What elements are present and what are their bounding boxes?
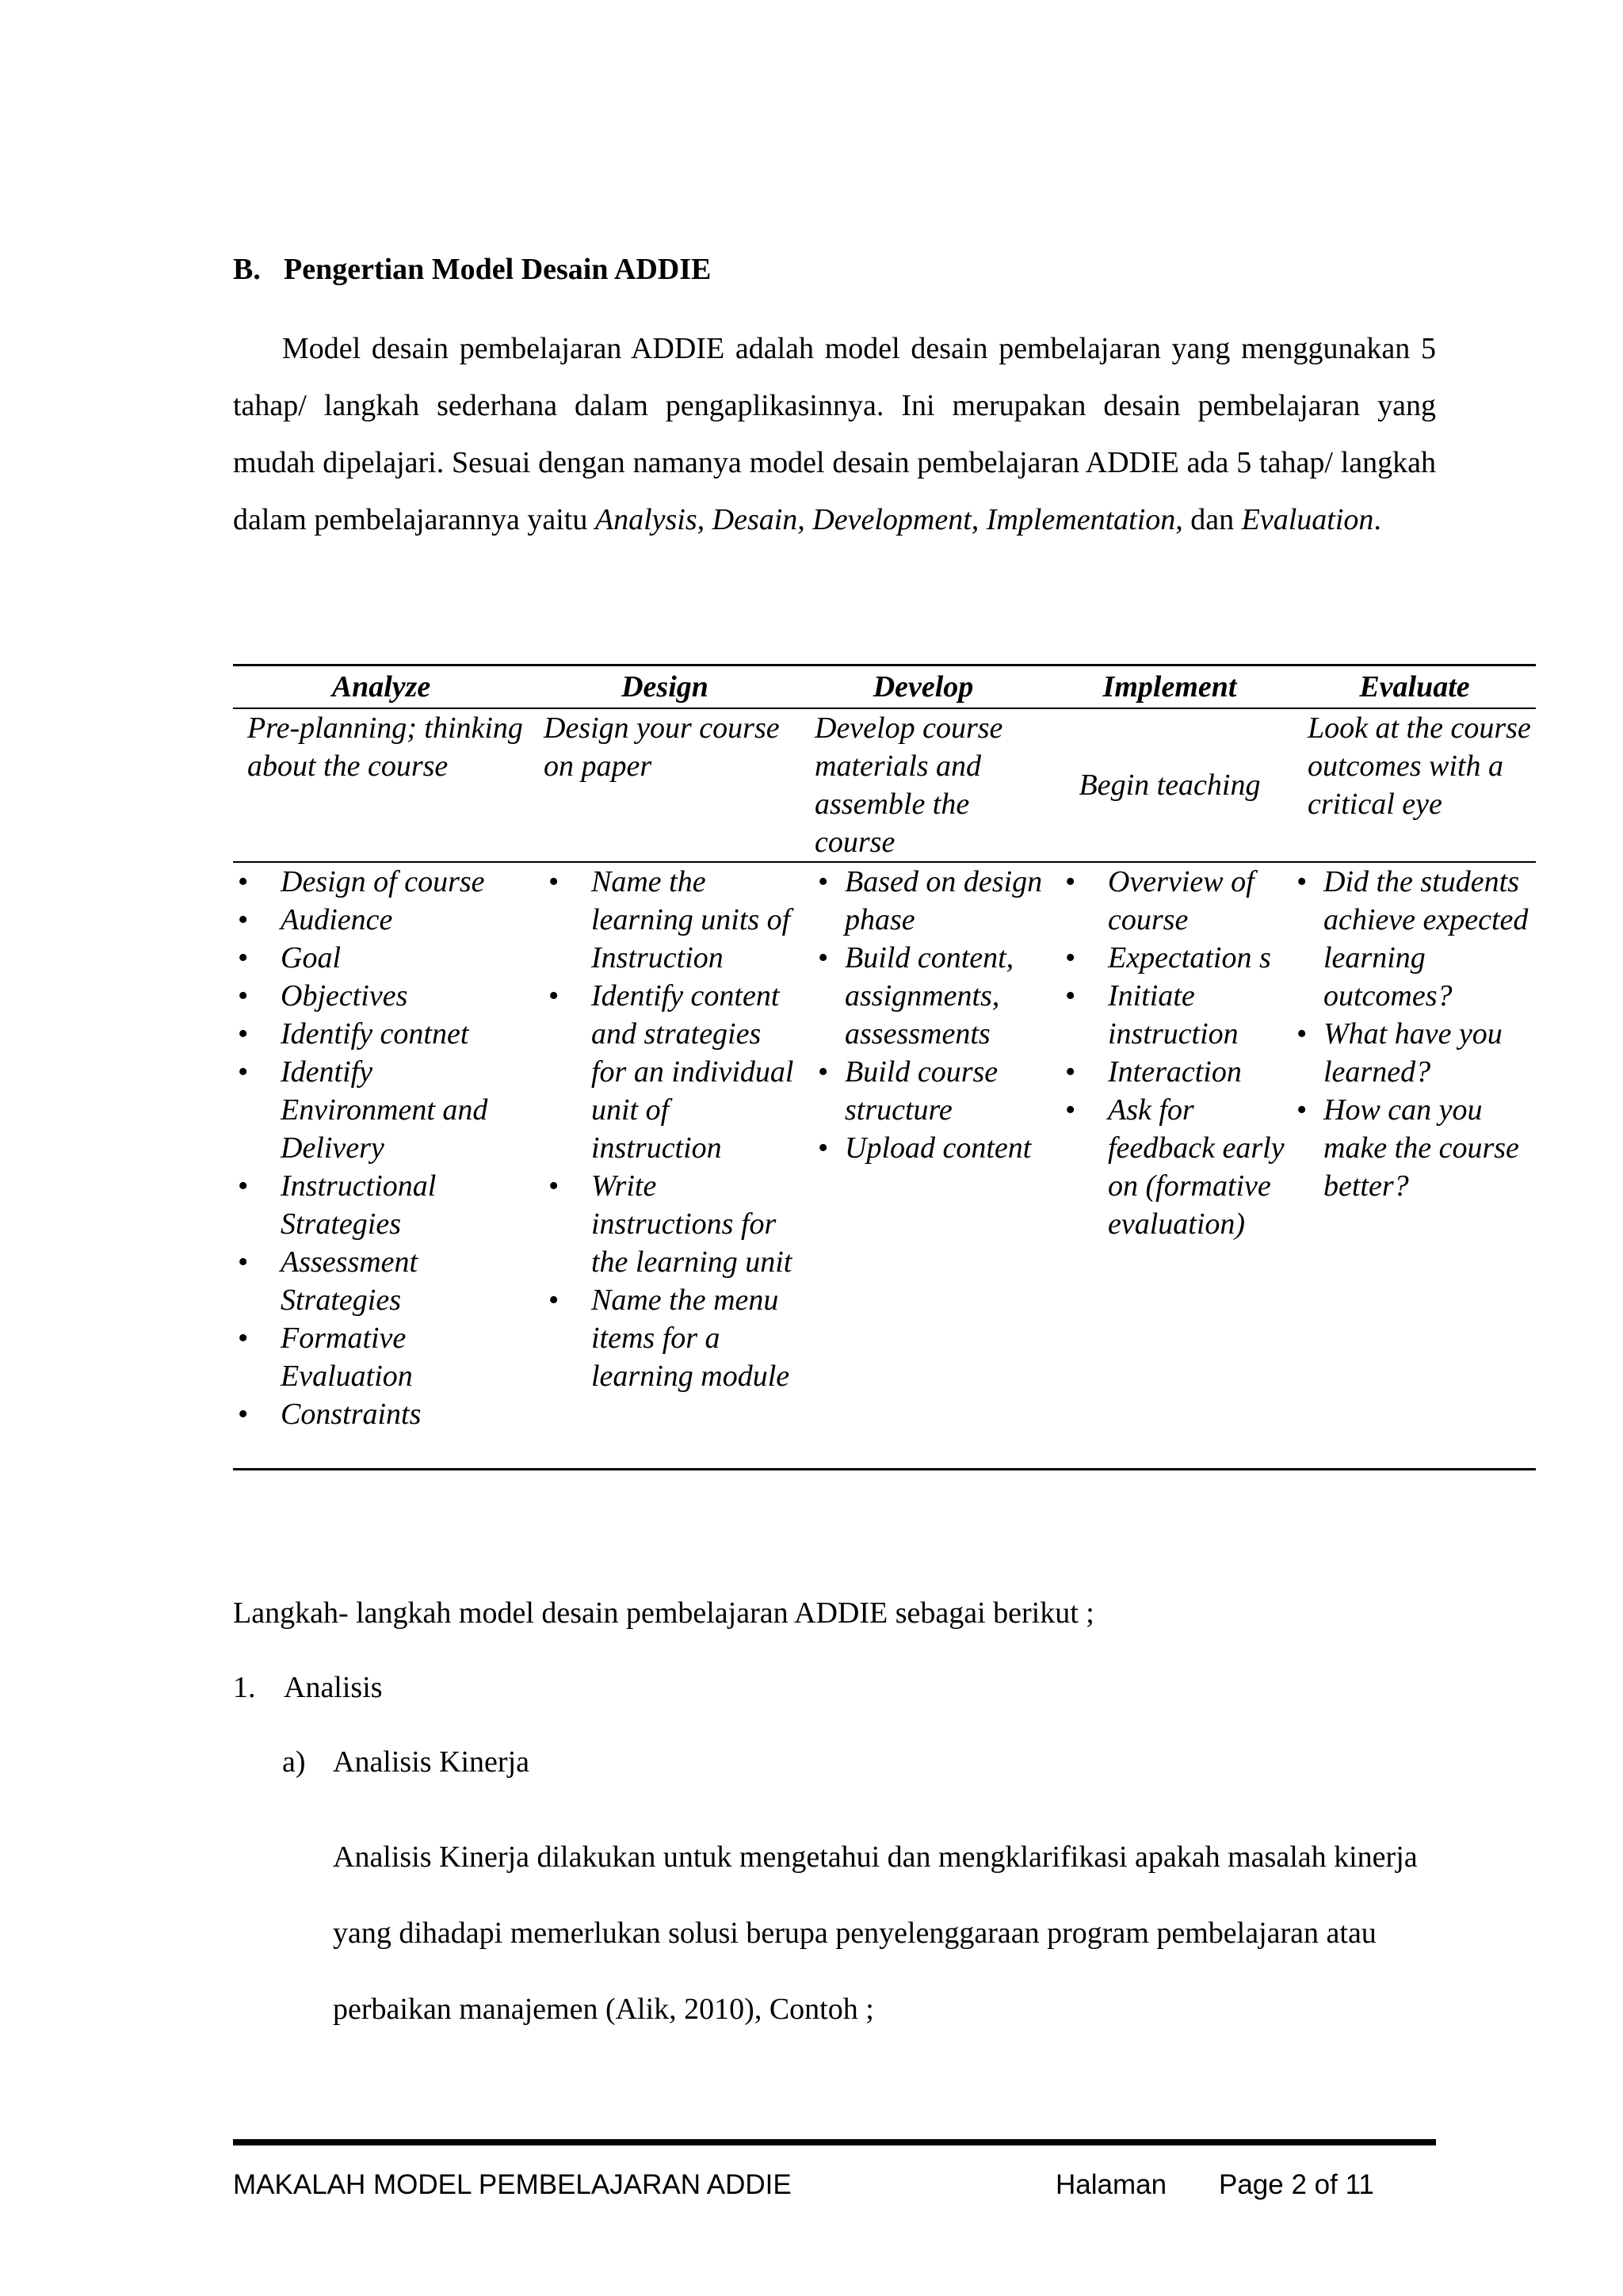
items-implement [1046, 862, 1293, 1470]
items-design [529, 862, 800, 1470]
list-item: • Audience [233, 901, 529, 939]
list-item: • Did the students achieve expected learning outcomes? [1293, 863, 1536, 1015]
section-heading [233, 252, 711, 287]
header-design: Design [529, 666, 800, 709]
bullet-list [1293, 863, 1536, 1205]
list-item: • Goal [233, 939, 529, 977]
list-item: • Instructional Strategies [233, 1167, 529, 1243]
items-develop [800, 862, 1046, 1470]
header-analyze: Analyze [233, 666, 529, 709]
header-implement: Implement [1046, 666, 1293, 709]
list-item: • Write instructions for the learning unit [544, 1167, 800, 1281]
step-1-heading [233, 1669, 383, 1707]
steps-intro: Langkah- langkah model desain pembelajaran ADDIE sebagai berikut ; [233, 1596, 1094, 1630]
footer-page-number: Page 2 of 11 [1219, 2169, 1374, 2200]
step-1a-paragraph: Analisis Kinerja dilakukan untuk mengetahui dan mengklarifikasi apakah masalah kinerja yang dihadapi memerlukan solusi berupa penyelenggaraan program pembelajaran atau perbaikan manajemen (Alik, 2010), Contoh ; [333, 1840, 1418, 2026]
step-1-label: Analisis [284, 1671, 383, 1704]
items-analyze [233, 862, 529, 1470]
desc-design: Design your course on paper [529, 708, 800, 862]
bullet-list [233, 863, 529, 1433]
intro-text-1: Model desain pembelajaran ADDIE adalah model desain pembelajaran yang menggunakan 5 tahap/ langkah sederhana dalam pengaplikasinnya. Ini merupakan desain pembelajaran yang mudah dipelajari. Sesuai dengan namanya model desain pembelajaran ADDIE ada 5 tahap/ langkah dalam pembelajarannya yaitu [233, 332, 1436, 536]
intro-text-3: . [1373, 503, 1381, 536]
list-item: • Assessment Strategies [233, 1243, 529, 1319]
desc-develop: Develop course materials and assemble the course [800, 708, 1046, 862]
bullet-list [815, 863, 1046, 1167]
desc-evaluate: Look at the course outcomes with a critical eye [1293, 708, 1536, 862]
section-number: B. [233, 253, 261, 286]
footer-rule [233, 2139, 1436, 2145]
intro-italic-1: Analysis, Desain, Development, Implementation, [594, 503, 1183, 536]
list-item: • Objectives [233, 977, 529, 1015]
addie-table [233, 664, 1536, 1470]
bullet-list [1060, 863, 1293, 1243]
list-item: • Ask for feedback early on (formative evaluation) [1060, 1091, 1293, 1243]
list-item: • Build course structure [815, 1053, 1046, 1129]
footer-title: MAKALAH MODEL PEMBELAJARAN ADDIE [233, 2169, 792, 2200]
list-item: • Upload content [815, 1129, 1046, 1167]
table-items-row [233, 862, 1536, 1470]
list-item: • Design of course [233, 863, 529, 901]
list-item: • Formative Evaluation [233, 1319, 529, 1395]
items-evaluate [1293, 862, 1536, 1470]
list-item: • Name the menu items for a learning module [544, 1281, 800, 1395]
list-item: • Identify content and strategies for an individual unit of instruction [544, 977, 800, 1167]
list-item: • How can you make the course better? [1293, 1091, 1536, 1205]
list-item: • Identify Environment and Delivery [233, 1053, 529, 1167]
footer-halaman: Halaman [1056, 2169, 1167, 2200]
step-1a-number: a) [282, 1745, 306, 1779]
table-description-row [233, 708, 1536, 862]
list-item: • Constraints [233, 1395, 529, 1433]
section-title: Pengertian Model Desain ADDIE [284, 253, 712, 286]
desc-implement: Begin teaching [1046, 708, 1293, 862]
intro-italic-2: Evaluation [1241, 503, 1374, 536]
header-evaluate: Evaluate [1293, 666, 1536, 709]
table-header-row [233, 666, 1536, 709]
step-1-number: 1. [233, 1671, 256, 1704]
list-item: • Expectation s [1060, 939, 1293, 977]
step-1a-label: Analisis Kinerja [333, 1745, 530, 1779]
intro-text-2: dan [1182, 503, 1242, 536]
list-item: • What have you learned? [1293, 1015, 1536, 1091]
list-item: • Identify contnet [233, 1015, 529, 1053]
intro-paragraph [233, 320, 1436, 548]
list-item: • Build content, assignments, assessments [815, 939, 1046, 1053]
list-item: • Interaction [1060, 1053, 1293, 1091]
header-develop: Develop [800, 666, 1046, 709]
desc-analyze: Pre-planning; thinking about the course [233, 708, 529, 862]
step-1a-heading [282, 1743, 529, 1781]
list-item: • Name the learning units of Instruction [544, 863, 800, 977]
list-item: • Overview of course [1060, 863, 1293, 939]
list-item: • Initiate instruction [1060, 977, 1293, 1053]
list-item: • Based on design phase [815, 863, 1046, 939]
bullet-list [544, 863, 800, 1395]
